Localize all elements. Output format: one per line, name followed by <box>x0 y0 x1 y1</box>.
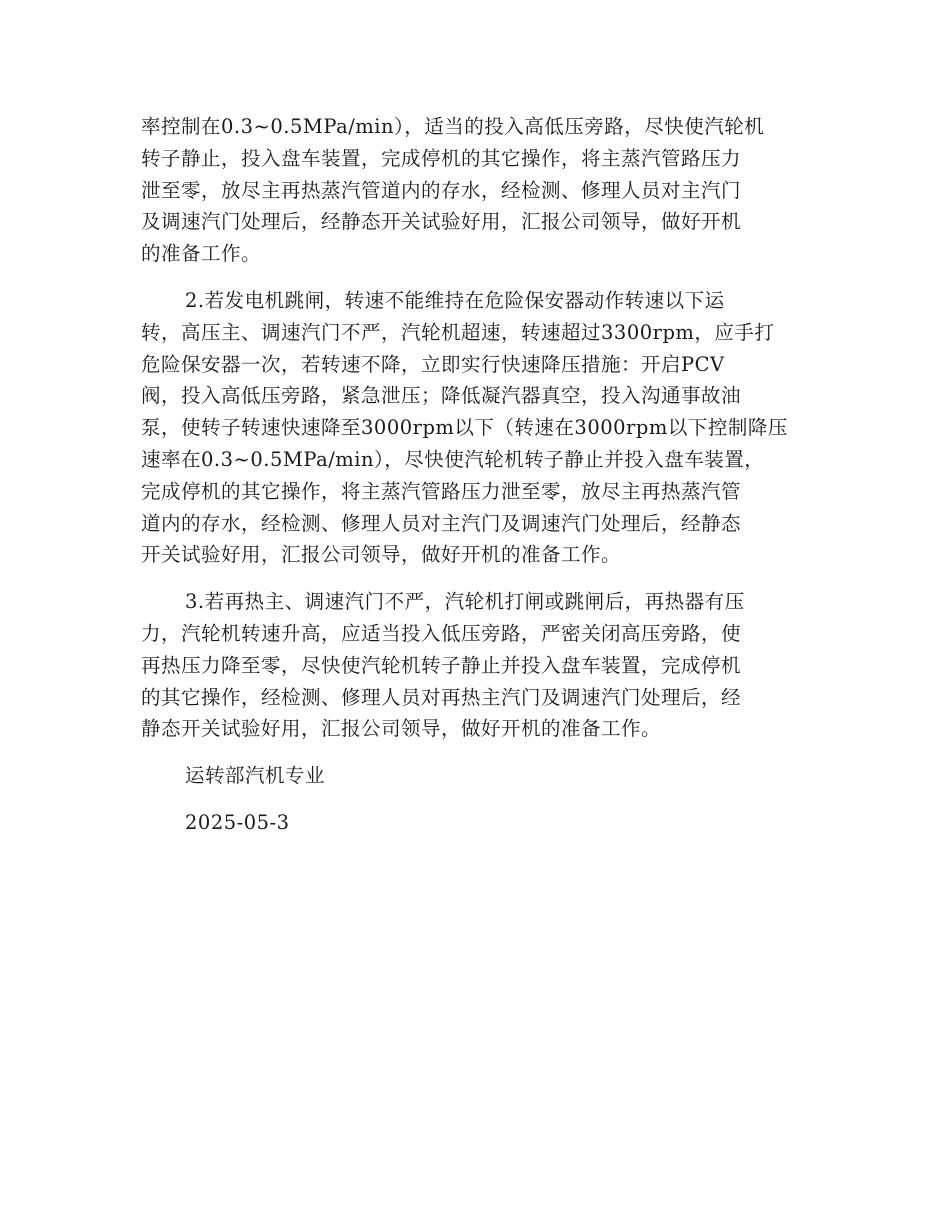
date: 2025-05-3 <box>185 810 290 834</box>
text-line: 率控制在0.3~0.5MPa/min），适当的投入高低压旁路，尽快使汽轮机 <box>141 115 765 138</box>
text-line: 转，高压主、调速汽门不严，汽轮机超速，转速超过3300rpm，应手打 <box>141 320 775 344</box>
text-line: 道内的存水，经检测、修理人员对主汽门及调速汽门处理后，经静态 <box>141 511 742 535</box>
text-line: 完成停机的其它操作，将主蒸汽管路压力泄至零，放尽主再热蒸汽管 <box>141 479 742 503</box>
text-line: 力，汽轮机转速升高，应适当投入低压旁路，严密关闭高压旁路，使 <box>141 621 742 645</box>
paragraph-item-3 <box>141 586 813 745</box>
document-body <box>141 111 813 854</box>
text-line: 速率在0.3~0.5MPa/min），尽快使汽轮机转子静止并投入盘车装置， <box>141 447 765 471</box>
text-line: 再热压力降至零，尽快使汽轮机转子静止并投入盘车装置，完成停机 <box>141 653 742 677</box>
text-line: 及调速汽门处理后，经静态开关试验好用，汇报公司领导，做好开机 <box>141 210 742 234</box>
text-line: 泵，使转子转速快速降至3000rpm以下（转速在3000rpm以下控制降压 <box>141 416 788 440</box>
signature: 运转部汽机专业 <box>185 764 326 788</box>
text-line: 2.若发电机跳闸，转速不能维持在危险保安器动作转速以下运 <box>185 288 725 312</box>
text-line: 泄至零，放尽主再热蒸汽管道内的存水，经检测、修理人员对主汽门 <box>141 178 742 202</box>
text-line: 静态开关试验好用，汇报公司领导，做好开机的准备工作。 <box>141 717 662 741</box>
text-line: 的准备工作。 <box>141 242 262 266</box>
text-line: 转子静止，投入盘车装置，完成停机的其它操作，将主蒸汽管路压力 <box>141 146 742 170</box>
paragraph-item-2 <box>141 285 813 571</box>
text-line: 的其它操作，经检测、修理人员对再热主汽门及调速汽门处理后，经 <box>141 685 742 709</box>
text-line: 开关试验好用，汇报公司领导，做好开机的准备工作。 <box>141 543 622 567</box>
text-line: 危险保安器一次，若转速不降，立即实行快速降压措施：开启PCV <box>141 352 725 376</box>
paragraph-continuation <box>141 111 813 270</box>
text-line: 3.若再热主、调速汽门不严，汽轮机打闸或跳闸后，再热器有压 <box>185 590 745 614</box>
text-line: 阀，投入高低压旁路，紧急泄压；降低凝汽器真空，投入沟通事故油 <box>141 384 742 408</box>
